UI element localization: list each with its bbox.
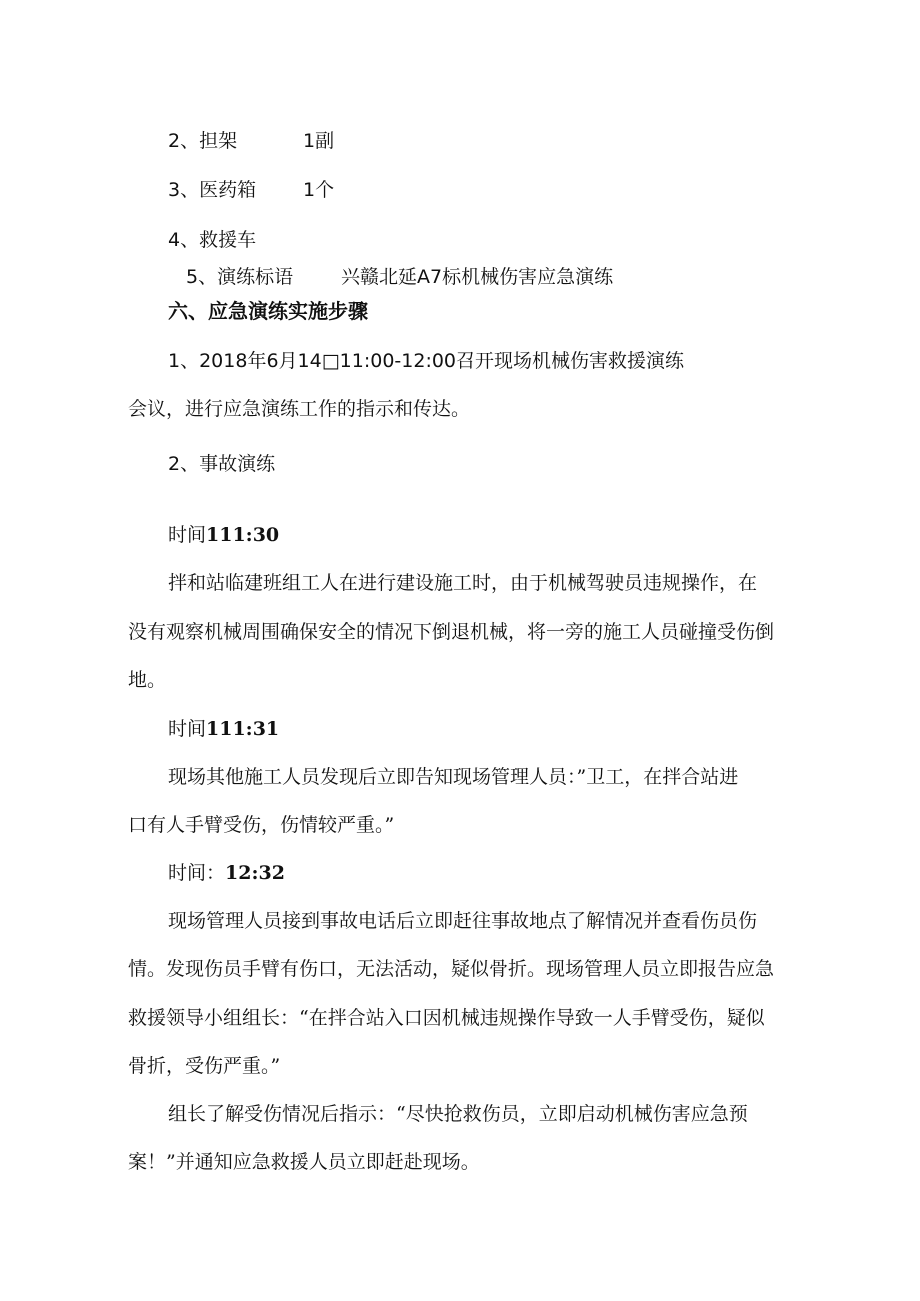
equipment-label: 5、演练标语 <box>186 266 294 288</box>
time-value: 12:32 <box>225 862 285 884</box>
step1-line1: 1、2018年6月14□11:00-12:00召开现场机械伤害救援演练 <box>168 350 685 372</box>
event4-line2: 案！”并通知应急救援人员立即赶赴现场。 <box>128 1151 480 1173</box>
equipment-label: 4、救援车 <box>168 229 257 251</box>
event2-time <box>168 717 279 741</box>
time-label: 时间 <box>168 524 207 546</box>
event1-line1: 拌和站临建班组工人在进行建设施工时，由于机械驾驶员违规操作，在 <box>168 572 758 594</box>
equipment-label: 2、担架 <box>168 130 238 152</box>
event1-line2: 没有观察机械周围确保安全的情况下倒退机械，将一旁的施工人员碰撞受伤倒 <box>128 621 775 643</box>
equipment-qty: 1个 <box>303 179 335 201</box>
equipment-item-stretcher <box>168 129 335 153</box>
event3-time <box>168 861 285 885</box>
event2-line1: 现场其他施工人员发现后立即告知现场管理人员：”卫工，在拌合站进 <box>168 766 739 788</box>
event2-line2: 口有人手臂受伤，伤情较严重。” <box>128 814 395 836</box>
event3-line3: 救援领导小组组长：“在拌合站入口因机械违规操作导致一人手臂受伤，疑似 <box>128 1007 765 1029</box>
equipment-qty: 1副 <box>303 130 335 152</box>
step1-line2: 会议，进行应急演练工作的指示和传达。 <box>128 398 471 420</box>
banner-text: 兴赣北延A7标机械伤害应急演练 <box>341 266 614 288</box>
event3-line4: 骨折，受伤严重。” <box>128 1055 281 1077</box>
equipment-label: 3、医药箱 <box>168 179 257 201</box>
time-label: 时间 <box>168 718 207 740</box>
step2-heading: 2、事故演练 <box>168 453 276 475</box>
equipment-item-medkit <box>168 178 335 202</box>
event1-time <box>168 523 279 547</box>
event3-line2: 情。发现伤员手臂有伤口，无法活动，疑似骨折。现场管理人员立即报告应急 <box>128 958 775 980</box>
time-value: 111:31 <box>206 718 280 740</box>
time-value: 111:30 <box>206 524 280 546</box>
equipment-item-banner <box>186 265 614 289</box>
time-label: 时间： <box>168 862 226 884</box>
equipment-item-ambulance <box>168 228 256 252</box>
event1-line3: 地。 <box>128 669 167 691</box>
event4-line1: 组长了解受伤情况后指示：“尽快抢救伤员，立即启动机械伤害应急预 <box>168 1103 748 1125</box>
event3-line1: 现场管理人员接到事故电话后立即赶往事故地点了解情况并查看伤员伤 <box>168 910 758 932</box>
section-heading: 六、应急演练实施步骤 <box>168 299 368 323</box>
